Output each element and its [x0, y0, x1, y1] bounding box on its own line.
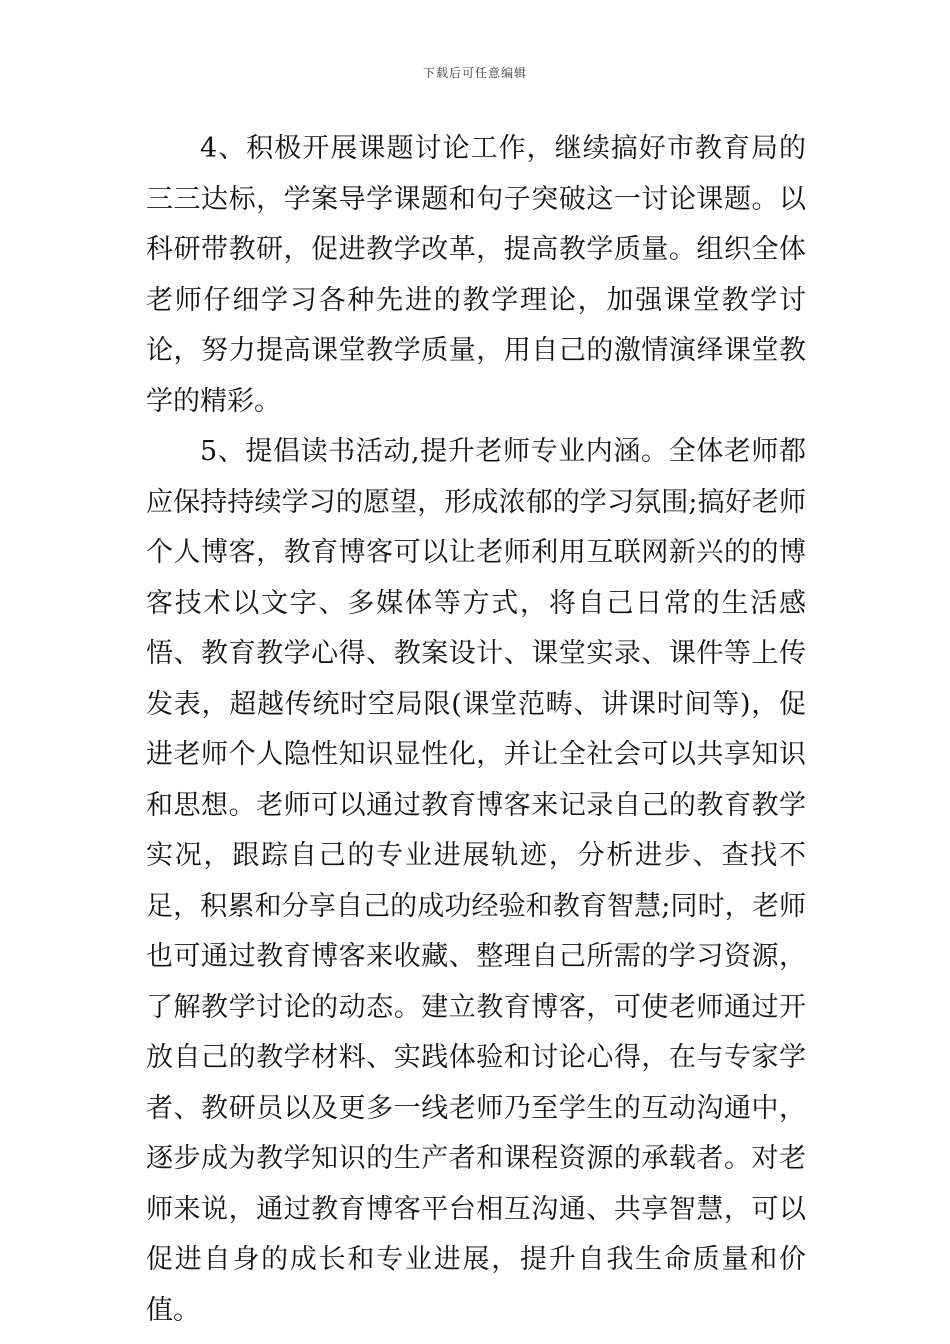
- paragraph-5: 5、提倡读书活动,提升老师专业内涵。全体老师都应保持持续学习的愿望，形成浓郁的学习氛围;搞好老师个人博客，教育博客可以让老师利用互联网新兴的的博客技术以文字、多媒体等方式，将自己日常的生活感悟、教育教学心得、教案设计、课堂实录、课件等上传发表，超越传统时空局限(课堂范畴、讲课时间等)，促进老师个人隐性知识显性化，并让全社会可以共享知识和思想。老师可以通过教育博客来记录自己的教育教学实况，跟踪自己的专业进展轨迹，分析进步、查找不足，积累和分享自己的成功经验和教育智慧;同时，老师也可通过教育博客来收藏、整理自己所需的学习资源，了解教学讨论的动态。建立教育博客，可使老师通过开放自己的教学材料、实践体验和讨论心得，在与专家学者、教研员以及更多一线老师乃至学生的互动沟通中，逐步成为教学知识的生产者和课程资源的承载者。对老师来说，通过教育博客平台相互沟通、共享智慧，可以促进自身的成长和专业进展，提升自我生命质量和价值。: [146, 436, 806, 1326]
- document-body: [146, 124, 806, 1336]
- page-header: 下载后可任意编辑: [422, 66, 527, 80]
- paragraph-4: 4、积极开展课题讨论工作，继续搞好市教育局的三三达标，学案导学课题和句子突破这一讨论课题。以科研带教研，促进教学改革，提高教学质量。组织全体老师仔细学习各种先进的教学理论，加强课堂教学讨论，努力提高课堂教学质量，用自己的激情演绎课堂教学的精彩。: [146, 133, 806, 417]
